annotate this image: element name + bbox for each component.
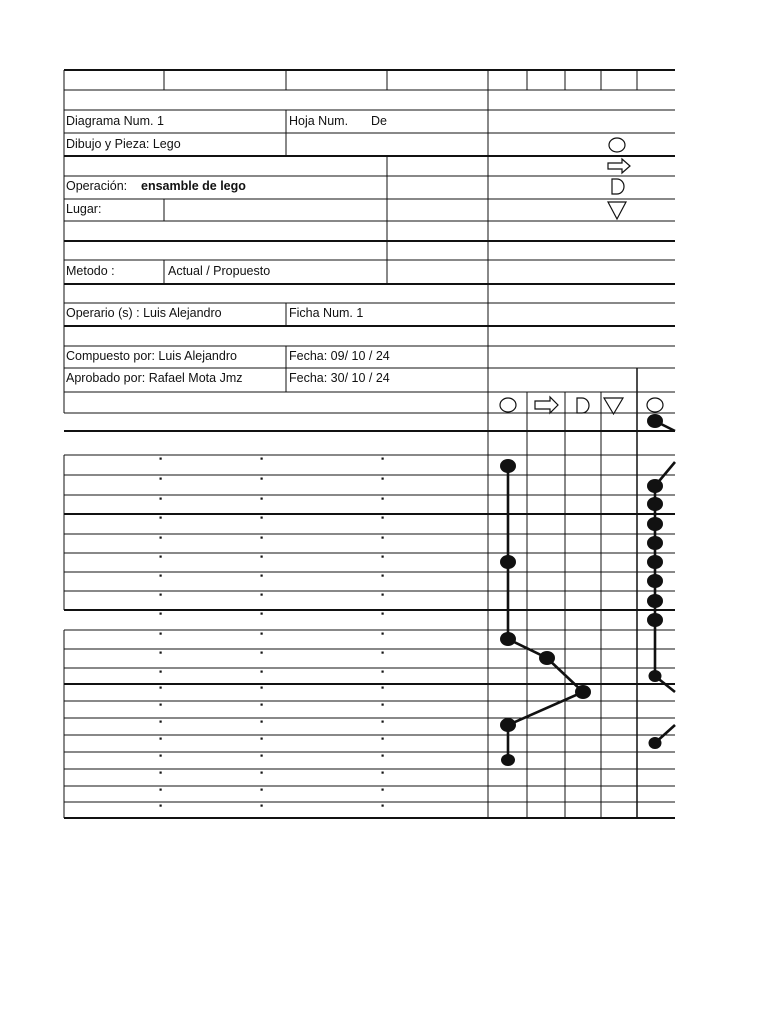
- cell-dot: [382, 755, 383, 756]
- flow-step-dot: [647, 497, 663, 511]
- cell-dot: [261, 633, 262, 634]
- cell-dot: [160, 704, 161, 705]
- cell-dot: [261, 704, 262, 705]
- cell-dot: [382, 687, 383, 688]
- operation-value: ensamble de lego: [141, 179, 246, 193]
- diagram-number-label: Diagrama Num. 1: [66, 114, 164, 128]
- flow-step-dot: [500, 718, 516, 732]
- cell-dot: [382, 789, 383, 790]
- cell-dot: [160, 458, 161, 459]
- cell-dot: [382, 517, 383, 518]
- cell-dot: [160, 772, 161, 773]
- flow-step-dot: [647, 555, 663, 569]
- cell-dot: [261, 498, 262, 499]
- operation-circle-icon: [647, 398, 663, 412]
- cell-dot: [261, 772, 262, 773]
- flow-line: [508, 466, 583, 760]
- sheet-number-label: Hoja Num.: [289, 114, 349, 128]
- cell-dot: [382, 721, 383, 722]
- flow-step-dot: [647, 517, 663, 531]
- cell-dot: [382, 478, 383, 479]
- flow-step-dot: [575, 685, 591, 699]
- cell-dot: [160, 738, 161, 739]
- cell-dot: [382, 556, 383, 557]
- cell-dot: [382, 805, 383, 806]
- flow-step-dot: [647, 613, 663, 627]
- approved-by-label: Aprobado por: Rafael Mota Jmz: [66, 371, 243, 385]
- storage-triangle-icon: [604, 398, 623, 414]
- cell-dot: [160, 671, 161, 672]
- method-value: Actual / Propuesto: [168, 264, 271, 278]
- operation-label: Operación:: [66, 179, 128, 193]
- cell-dot: [261, 537, 262, 538]
- cell-dot: [261, 738, 262, 739]
- flow-step-dot: [501, 754, 515, 766]
- cell-dot: [382, 458, 383, 459]
- cell-dot: [160, 755, 161, 756]
- cell-dot: [382, 498, 383, 499]
- flow-step-dot: [649, 737, 662, 749]
- flow-step-dot: [500, 632, 516, 646]
- form-labels: [66, 114, 390, 385]
- cell-dot: [261, 517, 262, 518]
- cell-dot: [382, 704, 383, 705]
- cell-dot: [382, 738, 383, 739]
- cell-dot: [261, 671, 262, 672]
- storage-triangle-icon: [608, 202, 626, 219]
- operator-label: Operario (s) : Luis Alejandro: [66, 306, 222, 320]
- transport-arrow-icon: [535, 397, 558, 413]
- method-label: Metodo :: [66, 264, 115, 278]
- flow-step-dot: [647, 479, 663, 493]
- flow-step-dot: [647, 574, 663, 588]
- badge-number-label: Ficha Num. 1: [289, 306, 364, 320]
- flow-step-dot: [647, 594, 663, 608]
- approved-date-label: Fecha: 30/ 10 / 24: [289, 371, 390, 385]
- delay-d-icon: [612, 179, 624, 194]
- cell-dot: [382, 652, 383, 653]
- cell-dot: [382, 633, 383, 634]
- cell-dot: [261, 687, 262, 688]
- cell-dot: [261, 556, 262, 557]
- cell-dot: [261, 721, 262, 722]
- cell-dot: [382, 772, 383, 773]
- cell-dot: [382, 594, 383, 595]
- cell-dot: [160, 556, 161, 557]
- composed-by-label: Compuesto por: Luis Alejandro: [66, 349, 237, 363]
- flow-step-dot: [647, 536, 663, 550]
- flow-step-dot: [647, 414, 663, 428]
- cell-dot: [261, 478, 262, 479]
- operation-circle-icon: [500, 398, 516, 412]
- cell-dot: [160, 517, 161, 518]
- cell-dot: [261, 594, 262, 595]
- sheet-of-label: De: [371, 114, 387, 128]
- cell-dot: [160, 537, 161, 538]
- cell-dot: [261, 613, 262, 614]
- cell-dot: [160, 805, 161, 806]
- cell-dot: [160, 594, 161, 595]
- delay-d-icon: [577, 398, 589, 413]
- cell-dot: [160, 652, 161, 653]
- flow-step-dot: [539, 651, 555, 665]
- cell-dot: [261, 652, 262, 653]
- process-flow: [500, 414, 675, 766]
- cell-dot: [160, 613, 161, 614]
- cell-dot: [261, 458, 262, 459]
- cell-dot: [382, 613, 383, 614]
- cell-dot: [160, 721, 161, 722]
- cell-dot: [160, 498, 161, 499]
- flow-step-dot: [500, 555, 516, 569]
- cell-dot: [382, 575, 383, 576]
- place-label: Lugar:: [66, 202, 102, 216]
- operation-circle-icon: [609, 138, 625, 152]
- cell-dot: [261, 805, 262, 806]
- cell-dot: [382, 671, 383, 672]
- cell-dot: [261, 575, 262, 576]
- transport-arrow-icon: [608, 159, 630, 173]
- cell-dot: [261, 755, 262, 756]
- flow-step-dot: [500, 459, 516, 473]
- drawing-piece-label: Dibujo y Pieza: Lego: [66, 137, 181, 151]
- symbol-legend: [500, 138, 663, 414]
- flow-step-dot: [649, 670, 662, 682]
- cell-dot: [160, 478, 161, 479]
- cell-dot: [160, 575, 161, 576]
- cell-dot: [382, 537, 383, 538]
- cell-dot: [160, 687, 161, 688]
- cell-dot: [160, 789, 161, 790]
- cell-dot: [160, 633, 161, 634]
- cell-dot: [261, 789, 262, 790]
- composed-date-label: Fecha: 09/ 10 / 24: [289, 349, 390, 363]
